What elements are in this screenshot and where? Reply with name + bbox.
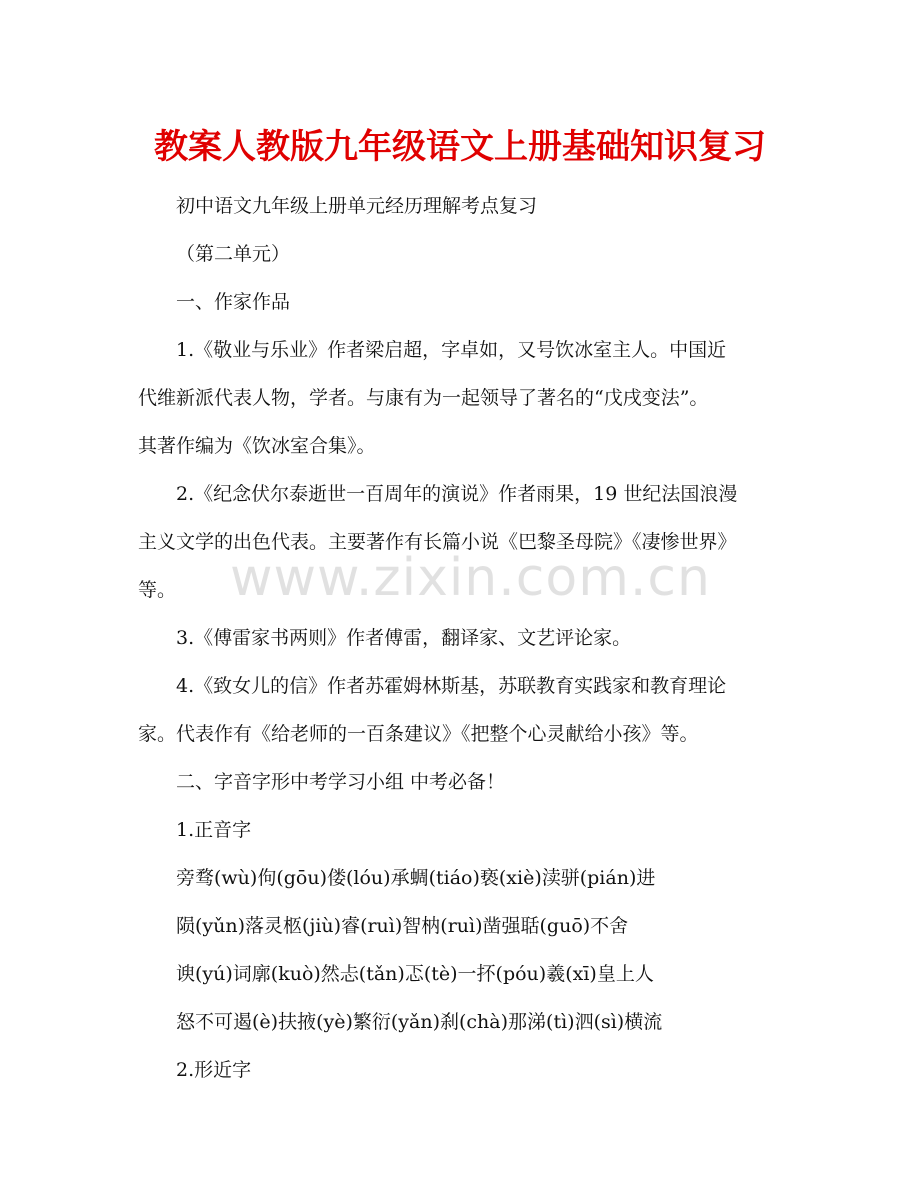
section-heading-pronunciation: 二、字音字形中考学习小组 中考必备！ <box>176 771 506 793</box>
item3: 3.《傅雷家书两则》作者傅雷，翻译家、文艺评论家。 <box>176 627 632 649</box>
item1-line1: 1.《敬业与乐业》作者梁启超，字卓如，又号饮冰室主人。中国近 <box>176 339 727 361</box>
item1-line2: 代维新派代表人物，学者。与康有为一起领导了著名的“戊戌变法”。 <box>138 387 709 409</box>
subsection-heading-similar-characters: 2.形近字 <box>176 1059 252 1081</box>
pinyin-line: 谀(yú)词廓(kuò)然忐(tǎn)忑(tè)一抔(póu)羲(xī)皇上人 <box>176 963 654 985</box>
unit-label: （第二单元） <box>176 243 291 265</box>
document-title: 教案人教版九年级语文上册基础知识复习 <box>154 127 766 167</box>
pinyin-line: 旁骛(wù)佝(gōu)偻(lóu)承蜩(tiáo)亵(xiè)渎骈(pián)进 <box>176 867 656 889</box>
pinyin-line: 怒不可遏(è)扶掖(yè)繁衍(yǎn)刹(chà)那涕(tì)泗(sì)横流 <box>176 1011 663 1033</box>
section-heading-authors: 一、作家作品 <box>176 291 291 313</box>
item2-line1: 2.《纪念伏尔泰逝世一百周年的演说》作者雨果，19 世纪法国浪漫 <box>176 483 738 505</box>
item4-line2: 家。代表作有《给老师的一百条建议》《把整个心灵献给小孩》等。 <box>138 723 699 745</box>
item2-line3: 等。 <box>138 579 177 601</box>
watermark-text: www.zixin.com.cn <box>230 548 711 608</box>
pinyin-line: 陨(yǔn)落灵柩(jiù)睿(ruì)智枘(ruì)凿强聒(guō)不舍 <box>176 915 629 937</box>
item4-line1: 4.《致女儿的信》作者苏霍姆林斯基，苏联教育实践家和教育理论 <box>176 675 727 697</box>
item1-line3: 其著作编为《饮冰室合集》。 <box>138 435 376 457</box>
subtitle: 初中语文九年级上册单元经历理解考点复习 <box>176 195 538 217</box>
item2-line2: 主义文学的出色代表。主要著作有长篇小说《巴黎圣母院》《凄惨世界》 <box>138 531 737 553</box>
subsection-heading-pronunciation: 1.正音字 <box>176 819 252 841</box>
